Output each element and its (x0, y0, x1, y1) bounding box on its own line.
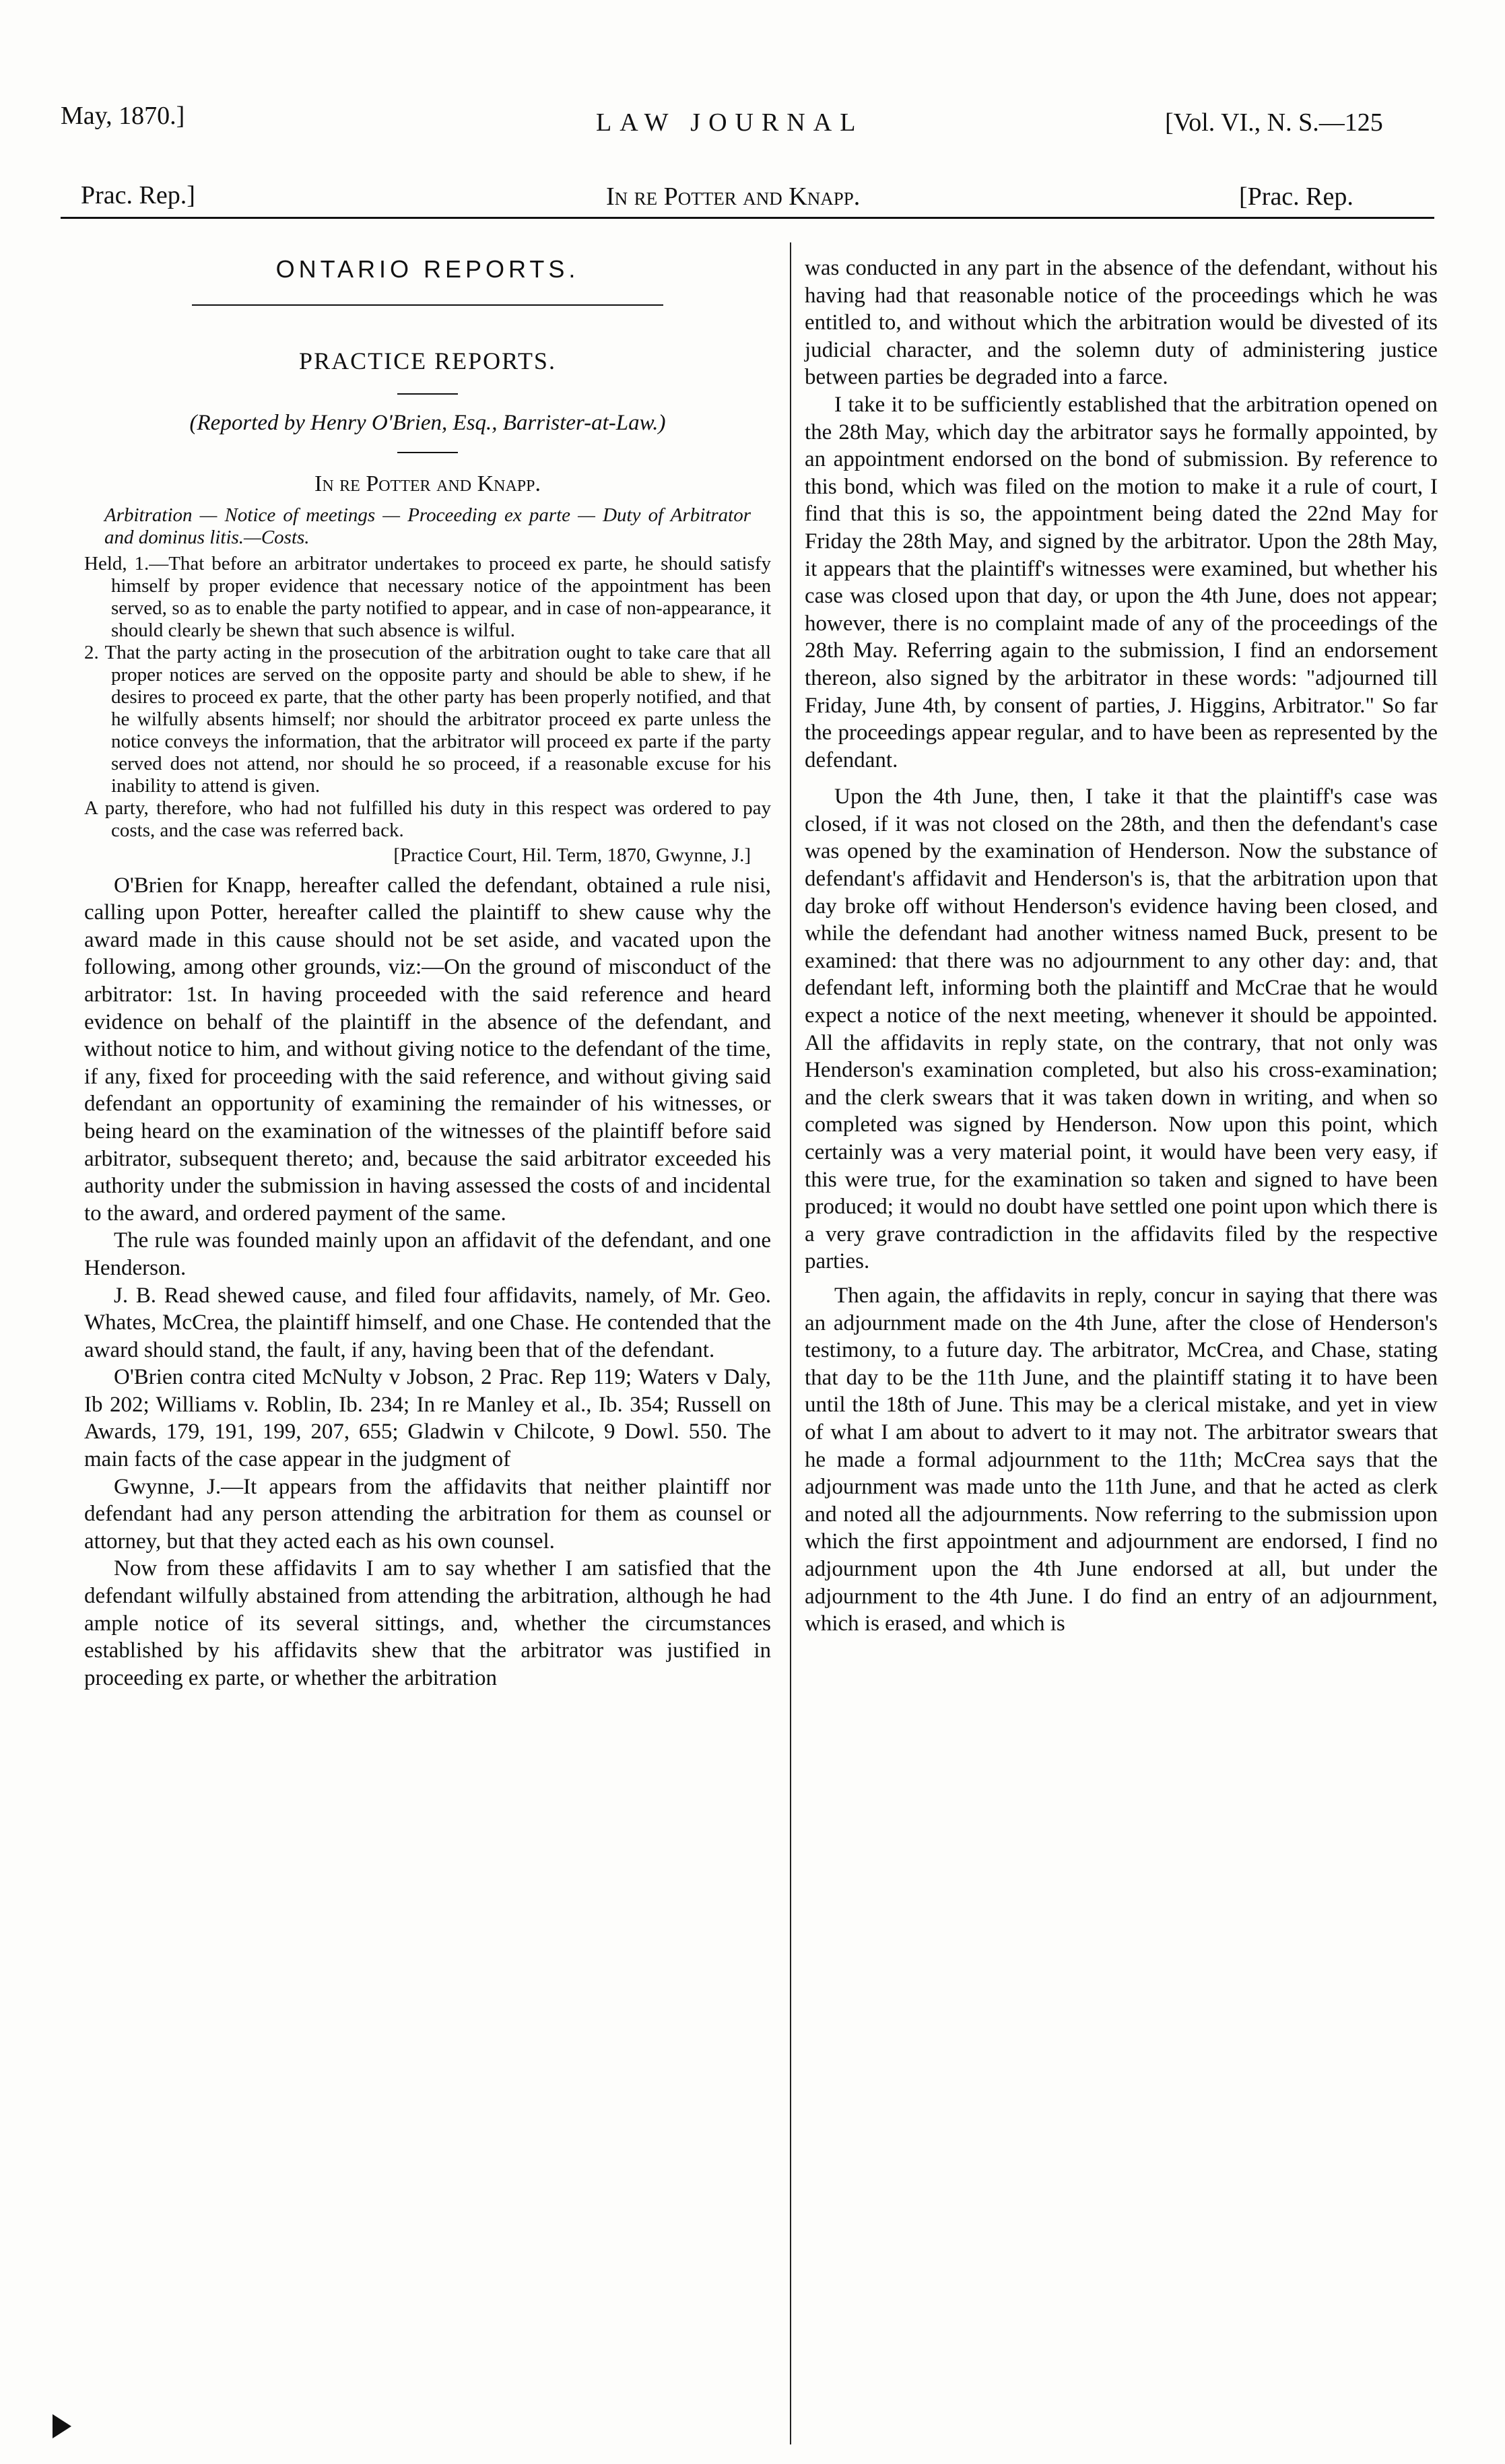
header-journal-title: LAW JOURNAL (596, 108, 864, 137)
right-paragraph-1: was conducted in any part in the absence of the defendant, without his having had that reasonable notice of the proceedings which he was entitled to, and without which the arbitration would be divested of its judicial character, and the solemn duty of administering justice between parties be degraded into a farce. (805, 256, 1438, 390)
left-paragraph-1: O'Brien for Knapp, hereafter called the defendant, obtained a rule nisi, calling upon Potter, hereafter called the plaintiff to shew cause why the award made in this cause should not be set aside, and vacated upon the following, among other grounds, viz:—On the ground of misconduct of the arbitrator: 1st. In having proceeded with the said reference and heard evidence on behalf of the plaintiff in the absence of the defendant, and without notice to him, and without giving notice to the defendant of the time, if any, fixed for proceeding with the said reference, and without giving said defendant an opportunity of examining the remainder of his witnesses, or being heard on the examination of the witnesses of the plaintiff before said arbitrator, subsequent thereto; and, because the said arbitrator exceeded his authority under the submission in having assessed the costs of and incidental to the award, and ordered payment of the same. (84, 873, 771, 1226)
subheader-center: In re Potter and Knapp. (606, 182, 861, 211)
subheader-left: Prac. Rep.] (81, 181, 195, 209)
held-point-2: 2. That the party acting in the prosecution of the arbitration ought to take care that all proper notices are served on the opposite party and should be able to shew, if he desires to proceed ex parte, that the other party has been properly notified, and that he wilfully absents himself; nor should the arbitrator proceed ex parte unless the notice conveys the information, that the arbitrator will proceed ex parte if the party served does not attend, nor should he so proceed, if a reasonable excuse for his inability to attend is given. (84, 641, 771, 797)
right-paragraph-4: Then again, the affidavits in reply, concur in saying that there was an adjournment made on the 4th June, after the close of Henderson's testimony, to a future day. The arbitrator, McCrea, and Chase, stating that day to be the 11th June, and the plaintiff stating it to have been until the 18th of June. This may be a clerical mistake, and yet in view of what I am about to advert to it may not. The arbitrator swears that he made a formal adjournment to the 11th; McCrea says that the adjournment was made unto the 11th June, and that he acted as clerk and noted all the adjournments. Now referring to the submission upon which the first appointment and adjournment are endorsed, I find no adjournment upon the 4th June endorsed at all, but under the adjournment to the 4th June. I do find an entry of an adjournment, which is erased, and which is (805, 1283, 1438, 1636)
reporter-line: (Reported by Henry O'Brien, Esq., Barrister-at-Law.) (189, 411, 666, 435)
subsection-title: PRACTICE REPORTS. (299, 347, 556, 374)
header-date: May, 1870.] (61, 102, 185, 130)
margin-arrow-icon (53, 2414, 71, 2438)
section-title: ONTARIO REPORTS. (275, 255, 580, 283)
held-point-3: A party, therefore, who had not fulfilled his duty in this respect was ordered to pay costs, and the case was referred back. (84, 797, 771, 841)
subsection-rule (397, 393, 458, 395)
right-paragraph-2: I take it to be sufficiently established that the arbitration opened on the 28th May, which day the arbitrator says he formally appointed, by an appointment endorsed on the bond of submission. By reference to this bond, which was filed on the motion to make it a rule of court, I find that this is so, the appointment being dated the 22nd May for Friday the 28th May, and signed by the arbitrator. Upon the 28th May, it appears that the plaintiff's witnesses were examined, but whether his case was closed upon that day, or upon the 4th June, does not appear; however, there is no complaint made of any of the proceedings of the 28th May. Referring again to the submission, I find an endorsement thereon, also signed by the arbitrator in these words: "adjourned till Friday, June 4th, by consent of parties, J. Higgins, Arbitrator." So far the proceedings appear regular, and to have been as represented by the defendant. (805, 392, 1438, 772)
right-paragraph-3: Upon the 4th June, then, I take it that the plaintiff's case was closed, if it was not closed on the 28th, and then the defendant's case was opened by the examination of Henderson. Now the substance of defendant's affidavit and Henderson's is, that the arbitration upon that day broke off without Henderson's evidence having been closed, and while the defendant had another witness named Buck, present to be examined: that there was no adjournment to any other day: and, that defendant left, informing both the plaintiff and McCrae that he would expect a notice of the next meeting, whenever it should be appointed. All the affidavits in reply state, on the contrary, that not only was Henderson's examination completed, but also his cross-examination; and the clerk swears that it was taken down in writing, and when so completed was signed by Henderson. Now upon this point, which certainly was a very material point, it would have been very easy, if this were true, for the examination so taken and signed to have been produced; it would no doubt have settled one point upon which there is a very grave contradiction in the affidavits filed by the respective parties. (805, 785, 1438, 1274)
reporter-rule (397, 452, 458, 453)
headnote: Arbitration — Notice of meetings — Proceeding ex parte — Duty of Arbitrator and dominus litis.—Costs. (104, 504, 751, 548)
left-paragraph-4: O'Brien contra cited McNulty v Jobson, 2 Prac. Rep 119; Waters v Daly, Ib 202; Williams v. Roblin, Ib. 234; In re Manley et al., Ib. 354; Russell on Awards, 179, 191, 199, 207, 655; Gladwin v Chilcote, 9 Dowl. 550. The main facts of the case appear in the judgment of (84, 1365, 771, 1472)
subheader-right: [Prac. Rep. (1239, 182, 1353, 211)
header-volume: [Vol. VI., N. S.—125 (1165, 108, 1383, 137)
column-divider (790, 242, 791, 2444)
section-rule (192, 304, 663, 306)
left-paragraph-2: The rule was founded mainly upon an affidavit of the defendant, and one Henderson. (84, 1228, 771, 1280)
court-citation: [Practice Court, Hil. Term, 1870, Gwynne, J.] (393, 844, 751, 866)
left-column (84, 251, 771, 1692)
left-paragraph-5: Gwynne, J.—It appears from the affidavits that neither plaintiff nor defendant had any person attending the arbitration for them as counsel or attorney, but that they acted each as his own counsel. (84, 1474, 771, 1554)
case-title: In re Potter and Knapp. (314, 471, 541, 496)
left-paragraph-6: Now from these affidavits I am to say whether I am satisfied that the defendant wilfully abstained from attending the arbitration, although he had ample notice of its several sittings, and, whether the circumstances established by his affidavits shew that the arbitrator was justified in proceeding ex parte, or whether the arbitration (84, 1556, 771, 1690)
left-paragraph-3: J. B. Read shewed cause, and filed four affidavits, namely, of Mr. Geo. Whates, McCrea, the plaintiff himself, and one Chase. He contended that the award should stand, the fault, if any, having been that of the defendant. (84, 1283, 771, 1362)
held-point-1: Held, 1.—That before an arbitrator undertakes to proceed ex parte, he should satisfy himself by proper evidence that necessary notice of the appointment has been served, so as to enable the party notified to appear, and in case of non-appearance, it should clearly be shewn that such absence is wilful. (84, 552, 771, 641)
right-column (805, 255, 1438, 1638)
header-rule (61, 217, 1434, 219)
